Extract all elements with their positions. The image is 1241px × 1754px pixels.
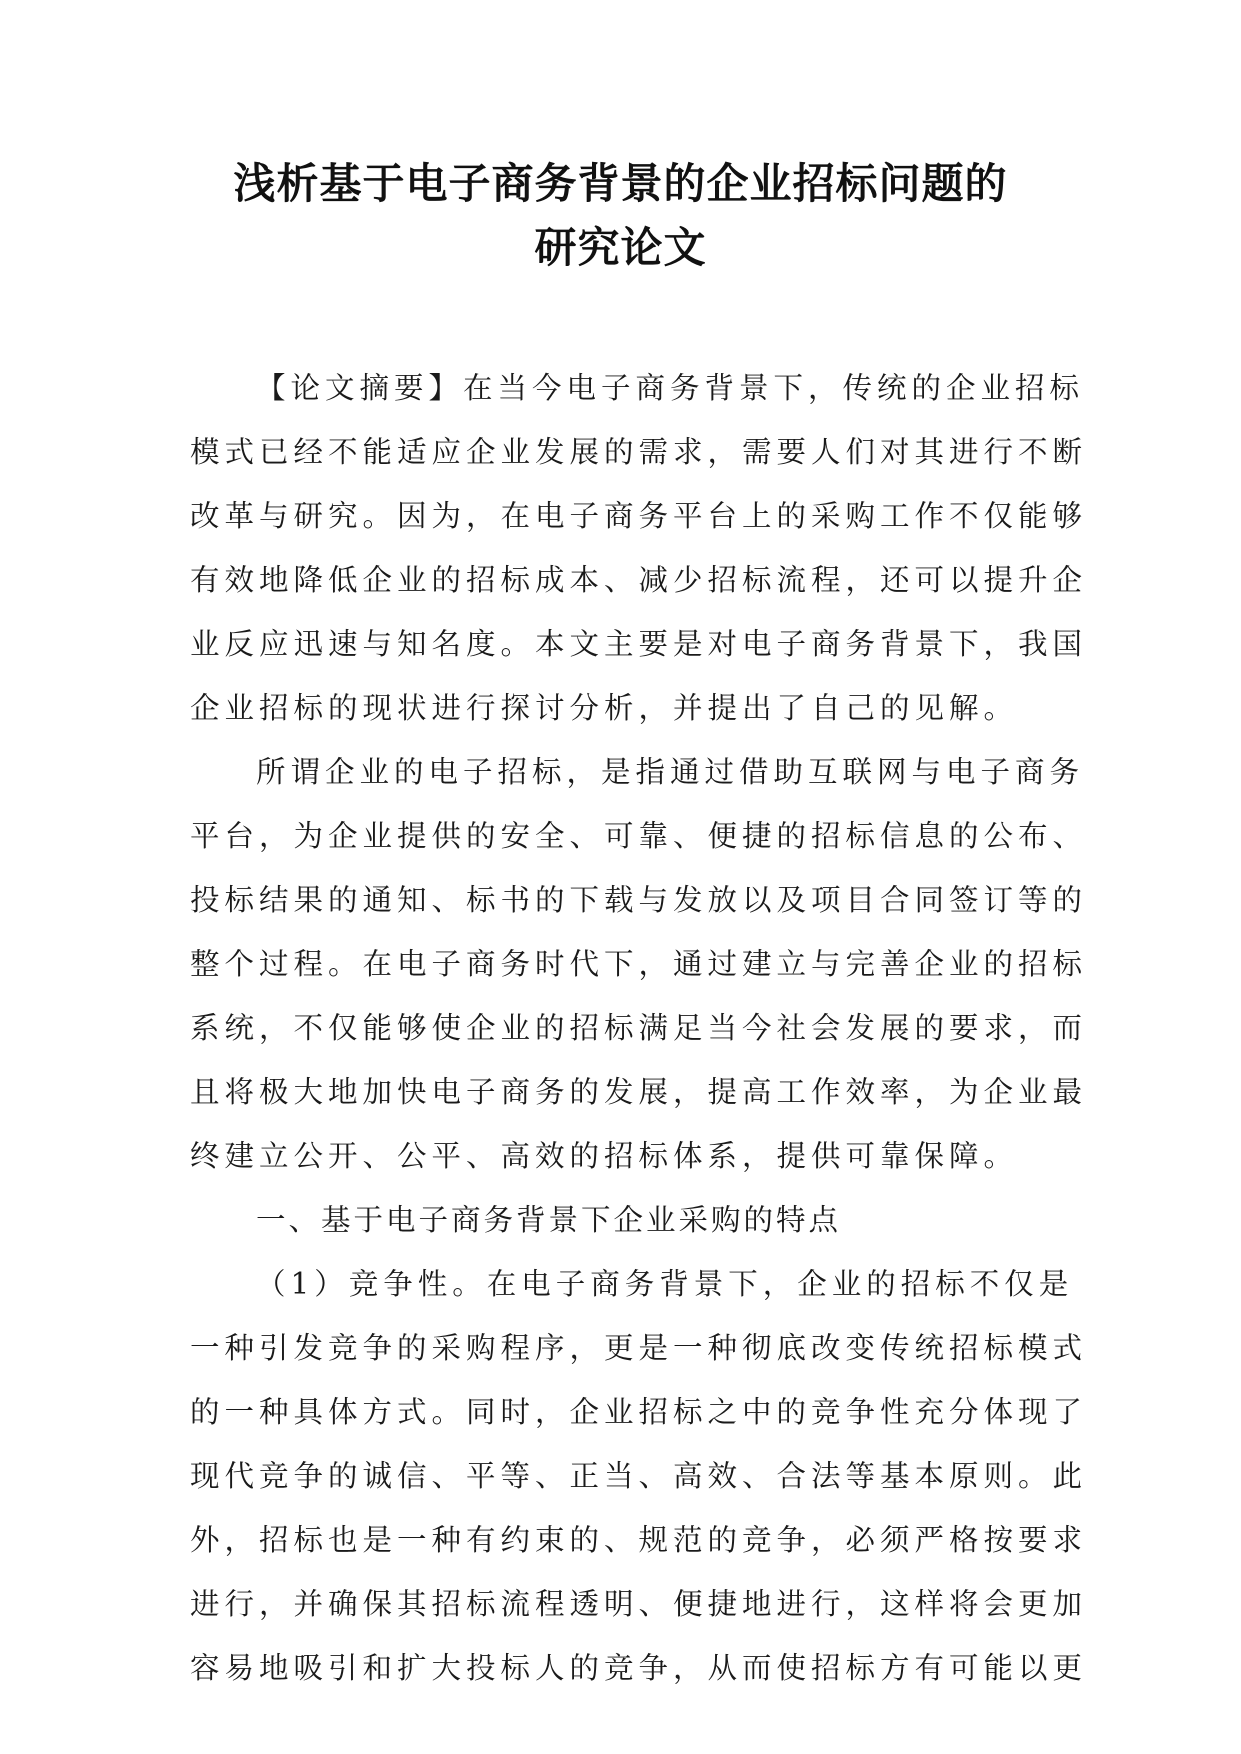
section-line-1: （1）竞争性。在电子商务背景下，企业的招标不仅是 <box>256 1267 1074 1301</box>
section-line-4: 现代竞争的诚信、平等、正当、高效、合法等基本原则。此 <box>190 1459 1088 1493</box>
paragraph-line-2: 平台，为企业提供的安全、可靠、便捷的招标信息的公布、 <box>190 819 1088 853</box>
paragraph-line-4: 整个过程。在电子商务时代下，通过建立与完善企业的招标 <box>190 947 1088 981</box>
section-line-7: 容易地吸引和扩大投标人的竞争，从而使招标方有可能以更 <box>190 1651 1088 1685</box>
paragraph-line-5: 系统，不仅能够使企业的招标满足当今社会发展的要求，而 <box>190 1011 1088 1045</box>
section-line-2: 一种引发竞争的采购程序，更是一种彻底改变传统招标模式 <box>190 1331 1088 1365</box>
abstract-line-3: 改革与研究。因为，在电子商务平台上的采购工作不仅能够 <box>190 499 1088 533</box>
section-line-3: 的一种具体方式。同时，企业招标之中的竞争性充分体现了 <box>190 1395 1088 1429</box>
abstract-line-4: 有效地降低企业的招标成本、减少招标流程，还可以提升企 <box>190 563 1088 597</box>
document-title <box>150 152 1091 280</box>
paragraph-line-1: 所谓企业的电子招标，是指通过借助互联网与电子商务 <box>256 755 1085 789</box>
abstract-line-1: 【论文摘要】在当今电子商务背景下，传统的企业招标 <box>256 371 1085 405</box>
paragraph-line-6: 且将极大地加快电子商务的发展，提高工作效率，为企业最 <box>190 1075 1088 1109</box>
title-line-1: 浅析基于电子商务背景的企业招标问题的 <box>233 159 1008 208</box>
section-heading: 一、基于电子商务背景下企业采购的特点 <box>256 1203 842 1237</box>
abstract-line-2: 模式已经不能适应企业发展的需求，需要人们对其进行不断 <box>190 435 1088 469</box>
section-line-6: 进行，并确保其招标流程透明、便捷地进行，这样将会更加 <box>190 1587 1088 1621</box>
section-line-5: 外，招标也是一种有约束的、规范的竞争，必须严格按要求 <box>190 1523 1088 1557</box>
paragraph-line-7: 终建立公开、公平、高效的招标体系，提供可靠保障。 <box>190 1139 1019 1173</box>
abstract-line-6: 企业招标的现状进行探讨分析，并提出了自己的见解。 <box>190 691 1019 725</box>
document-body <box>190 356 1088 1700</box>
abstract-line-5: 业反应迅速与知名度。本文主要是对电子商务背景下，我国 <box>190 627 1088 661</box>
title-line-2: 研究论文 <box>534 223 707 272</box>
paragraph-line-3: 投标结果的通知、标书的下载与发放以及项目合同签订等的 <box>190 883 1088 917</box>
